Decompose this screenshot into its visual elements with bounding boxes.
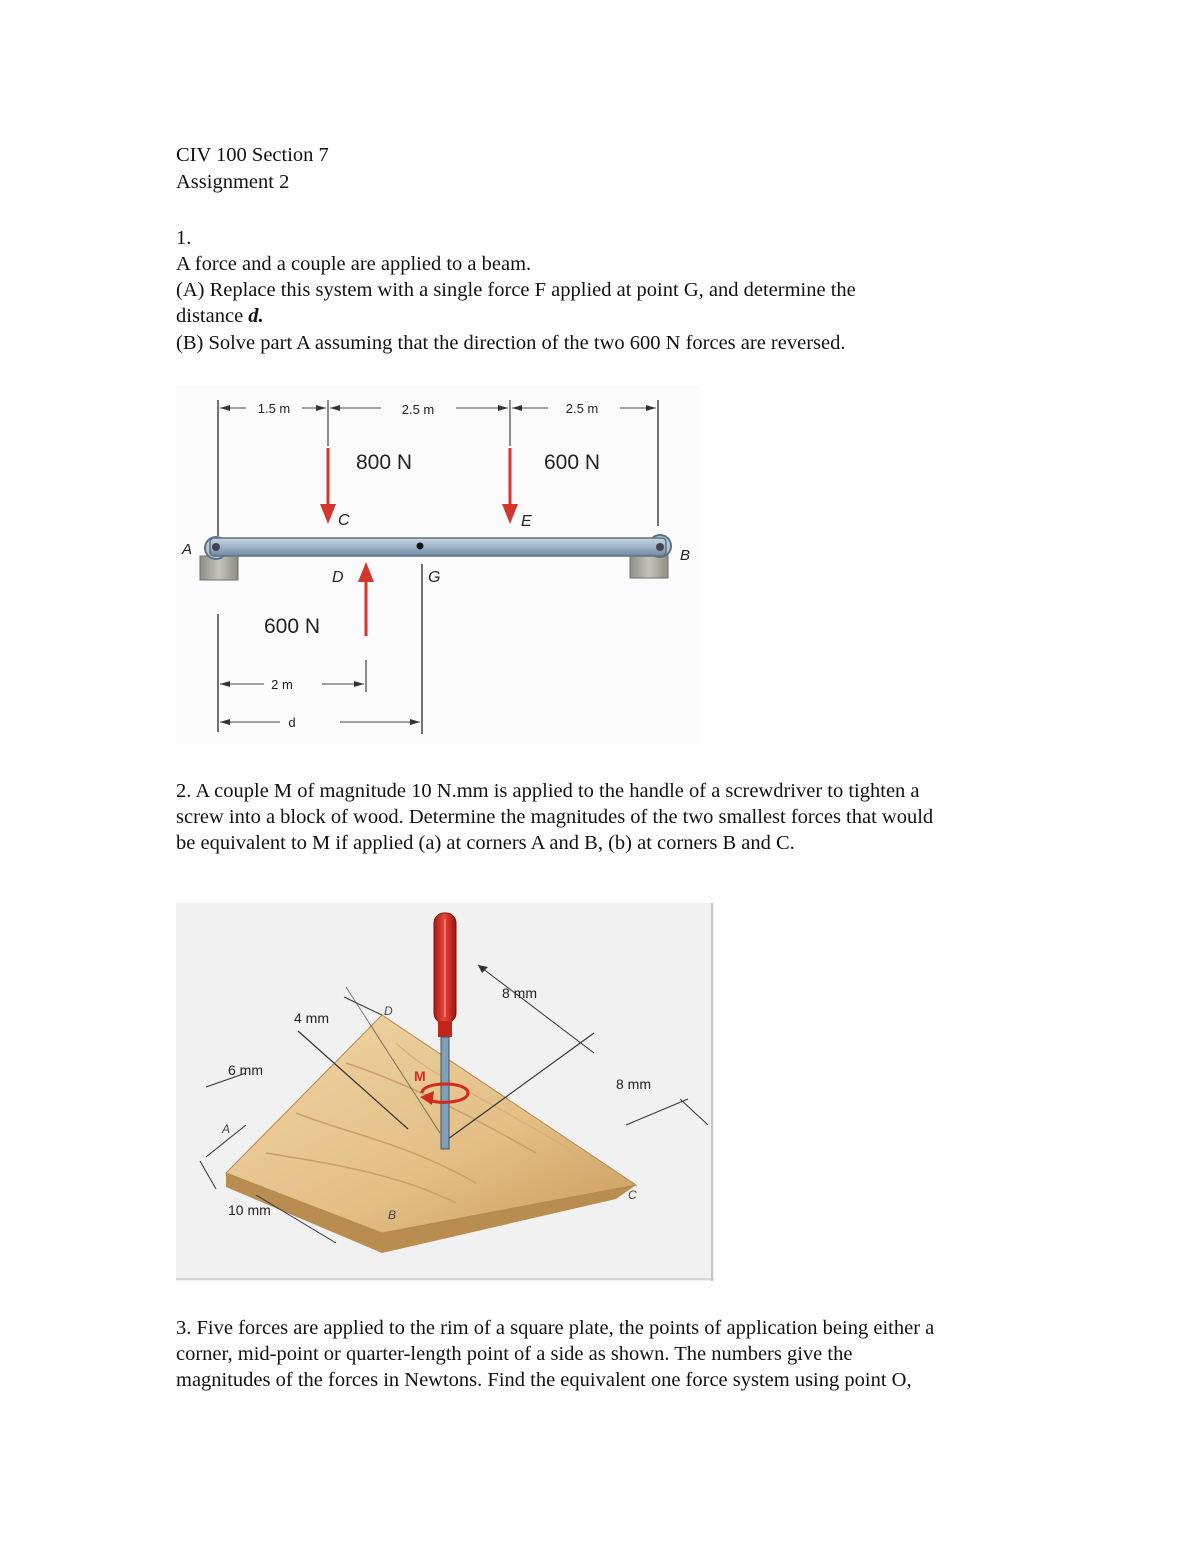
point-g-dot — [417, 543, 424, 550]
problem3-line1: 3. Five forces are applied to the rim of a square plate, the points of application being either a — [176, 1317, 935, 1339]
point-a-label: A — [182, 541, 193, 558]
dim-8mm-top-label: 8 mm — [502, 985, 537, 1001]
corner-b-label: B — [388, 1208, 397, 1222]
dim-2-5m-label-right: 2.5 m — [565, 401, 599, 416]
dim-d-label: d — [288, 715, 296, 730]
problem3-line2: corner, mid-point or quarter-length point of a side as shown. The numbers give the — [176, 1343, 853, 1365]
dim-2m-label: 2 m — [271, 677, 293, 692]
corner-c-label: C — [628, 1188, 637, 1202]
problem1-number: 1. — [176, 227, 192, 249]
screwdriver-figure — [176, 903, 714, 1286]
dim-6mm-label: 6 mm — [228, 1062, 263, 1078]
dim-4mm-label: 4 mm — [294, 1010, 329, 1026]
course-title: CIV 100 Section 7 — [176, 144, 329, 166]
force-600n-top-label: 600 N — [543, 451, 601, 474]
problem1-line3-text: distance — [176, 305, 249, 327]
assignment-title: Assignment 2 — [176, 171, 290, 193]
point-d-label: D — [332, 569, 344, 586]
force-800n-label: 800 N — [355, 451, 413, 474]
dim-1-5m-label: 1.5 m — [257, 401, 291, 416]
point-c-label: C — [338, 512, 350, 529]
point-b-label: B — [680, 547, 691, 564]
problem2-line2: screw into a block of wood. Determine the magnitudes of the two smallest forces that would — [176, 806, 934, 828]
beam — [210, 538, 666, 556]
point-g-label: G — [428, 569, 441, 586]
problem1-line3 — [176, 303, 264, 330]
problem1-distance-symbol: d. — [248, 305, 264, 327]
dim-8mm-right-label: 8 mm — [616, 1076, 651, 1092]
problem1-line1: A force and a couple are applied to a beam. — [176, 253, 532, 275]
problem3-line3: magnitudes of the forces in Newtons. Find the equivalent one force system using point O, — [176, 1369, 912, 1391]
point-e-label: E — [521, 513, 532, 530]
problem1-line4: (B) Solve part A assuming that the direction of the two 600 N forces are reversed. — [176, 332, 846, 354]
moment-label: M — [414, 1068, 426, 1084]
dim-10mm-label: 10 mm — [228, 1202, 271, 1218]
screwdriver-shaft — [441, 1037, 449, 1149]
problem2-line1: 2. A couple M of magnitude 10 N.mm is applied to the handle of a screwdriver to tighten a — [176, 780, 920, 802]
corner-a-label: A — [222, 1122, 231, 1136]
problem2-line3: be equivalent to M if applied (a) at corners A and B, (b) at corners B and C. — [176, 832, 795, 854]
dim-2-5m-label-left: 2.5 m — [401, 402, 435, 417]
force-600n-bottom-label: 600 N — [263, 615, 321, 638]
beam-figure — [176, 386, 700, 749]
corner-d-label: D — [384, 1004, 393, 1018]
problem1-line2: (A) Replace this system with a single force F applied at point G, and determine the — [176, 279, 856, 301]
